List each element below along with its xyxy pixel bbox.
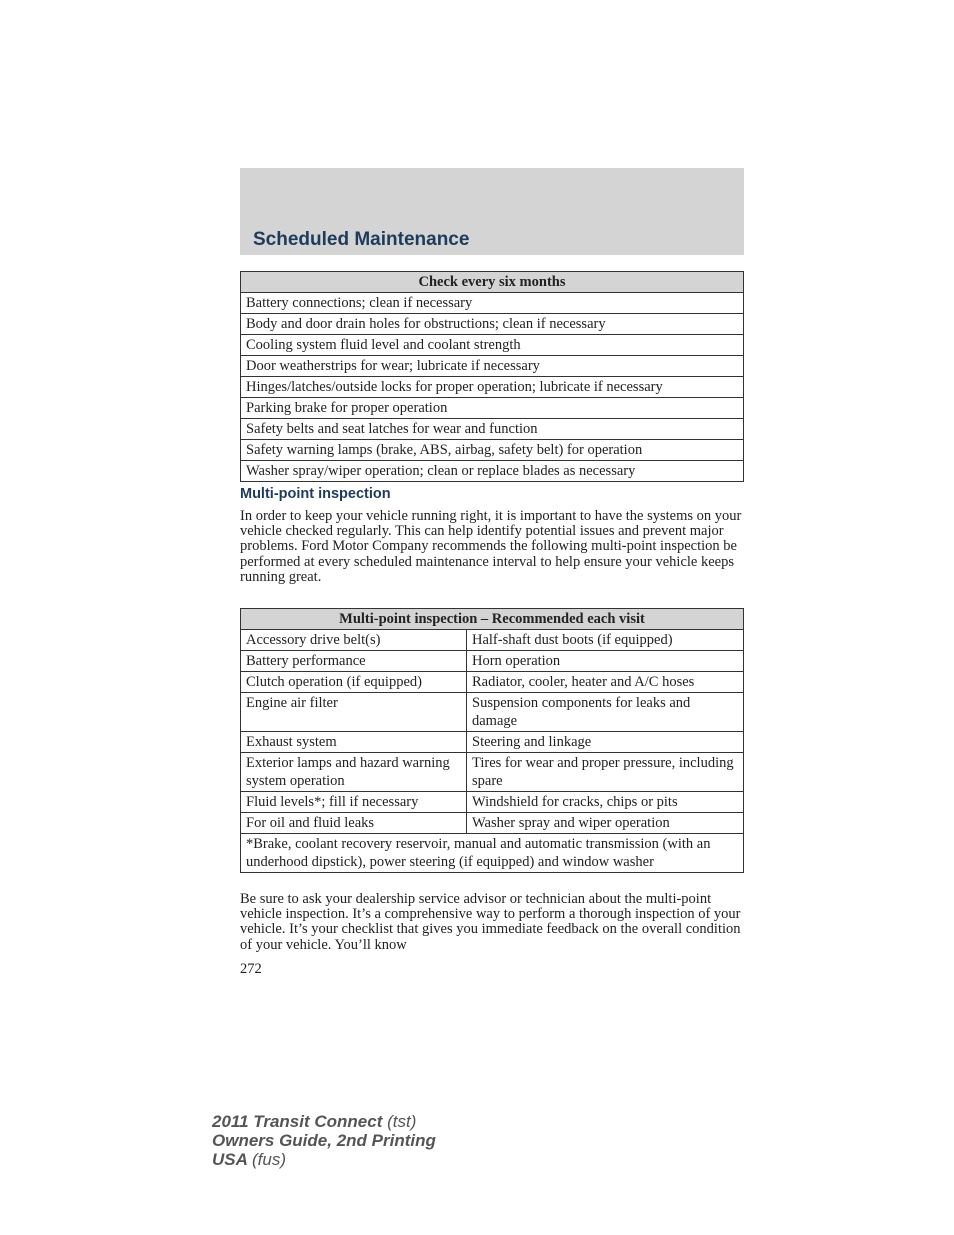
table-row [241, 398, 744, 419]
multipoint-inspection-table [240, 608, 744, 873]
table-row [241, 732, 744, 753]
table-cell: Body and door drain holes for obstructions; clean if necessary [241, 314, 744, 335]
table-cell: Half-shaft dust boots (if equipped) [467, 630, 744, 651]
table-cell: Exhaust system [241, 732, 467, 753]
table-row [241, 672, 744, 693]
table-row [241, 314, 744, 335]
table-row [241, 419, 744, 440]
table-cell: Suspension components for leaks and damage [467, 693, 744, 732]
multipoint-intro-paragraph: In order to keep your vehicle running right, it is important to have the systems on your vehicle checked regularly. This can help identify potential issues and prevent major problems. Ford Motor Company recommends the following multi-point inspection be performed at every scheduled maintenance interval to help ensure your vehicle keeps running great. [240, 508, 742, 585]
footer-line-model [212, 1112, 436, 1131]
table-cell: Engine air filter [241, 693, 467, 732]
footer-model-name: 2011 Transit Connect [212, 1112, 383, 1131]
table-row [241, 377, 744, 398]
table-row [241, 792, 744, 813]
table-cell: Safety belts and seat latches for wear and function [241, 419, 744, 440]
table-cell: Clutch operation (if equipped) [241, 672, 467, 693]
table-cell: Tires for wear and proper pressure, including spare [467, 753, 744, 792]
table-cell: Accessory drive belt(s) [241, 630, 467, 651]
footer-market-code: (fus) [252, 1150, 286, 1169]
table-cell: Windshield for cracks, chips or pits [467, 792, 744, 813]
table-cell: Safety warning lamps (brake, ABS, airbag, safety belt) for operation [241, 440, 744, 461]
table-row [241, 813, 744, 834]
footer-market-name: USA [212, 1150, 248, 1169]
footer-model-code: (tst) [387, 1112, 417, 1131]
section-header-band [240, 168, 744, 255]
table-cell: Fluid levels*; fill if necessary [241, 792, 467, 813]
table-cell: Cooling system fluid level and coolant strength [241, 335, 744, 356]
table-row [241, 440, 744, 461]
table-footnote-row [241, 834, 744, 873]
table-row [241, 651, 744, 672]
table-cell: Battery performance [241, 651, 467, 672]
table-row [241, 356, 744, 377]
footer-line-edition: Owners Guide, 2nd Printing [212, 1131, 436, 1150]
table-row [241, 630, 744, 651]
table-cell: For oil and fluid leaks [241, 813, 467, 834]
table-row [241, 693, 744, 732]
table-cell: Parking brake for proper operation [241, 398, 744, 419]
six-month-table-heading: Check every six months [241, 272, 744, 293]
table-row [241, 335, 744, 356]
page-number: 272 [240, 961, 262, 977]
table-cell: Door weatherstrips for wear; lubricate if necessary [241, 356, 744, 377]
table-cell: Washer spray and wiper operation [467, 813, 744, 834]
page-title: Scheduled Maintenance [253, 229, 470, 250]
six-month-checklist-table [240, 271, 744, 482]
table-row [241, 753, 744, 792]
multipoint-section-heading: Multi-point inspection [240, 486, 391, 502]
footer-line-market [212, 1150, 436, 1169]
table-cell: Steering and linkage [467, 732, 744, 753]
table-row [241, 293, 744, 314]
multipoint-closing-paragraph: Be sure to ask your dealership service advisor or technician about the multi-point vehicle inspection. It’s a comprehensive way to perform a thorough inspection of your vehicle. It’s your checklist that gives you immediate feedback on the overall condition of your vehicle. You’ll know [240, 891, 741, 953]
multipoint-table-heading: Multi-point inspection – Recommended each visit [241, 609, 744, 630]
table-footnote: *Brake, coolant recovery reservoir, manual and automatic transmission (with an underhood dipstick), power steering (if equipped) and window washer [241, 834, 744, 873]
document-footer [212, 1112, 436, 1169]
table-cell: Horn operation [467, 651, 744, 672]
table-cell: Exterior lamps and hazard warning system operation [241, 753, 467, 792]
table-cell: Washer spray/wiper operation; clean or replace blades as necessary [241, 461, 744, 482]
table-cell: Hinges/latches/outside locks for proper operation; lubricate if necessary [241, 377, 744, 398]
table-row [241, 461, 744, 482]
table-cell: Radiator, cooler, heater and A/C hoses [467, 672, 744, 693]
table-cell: Battery connections; clean if necessary [241, 293, 744, 314]
